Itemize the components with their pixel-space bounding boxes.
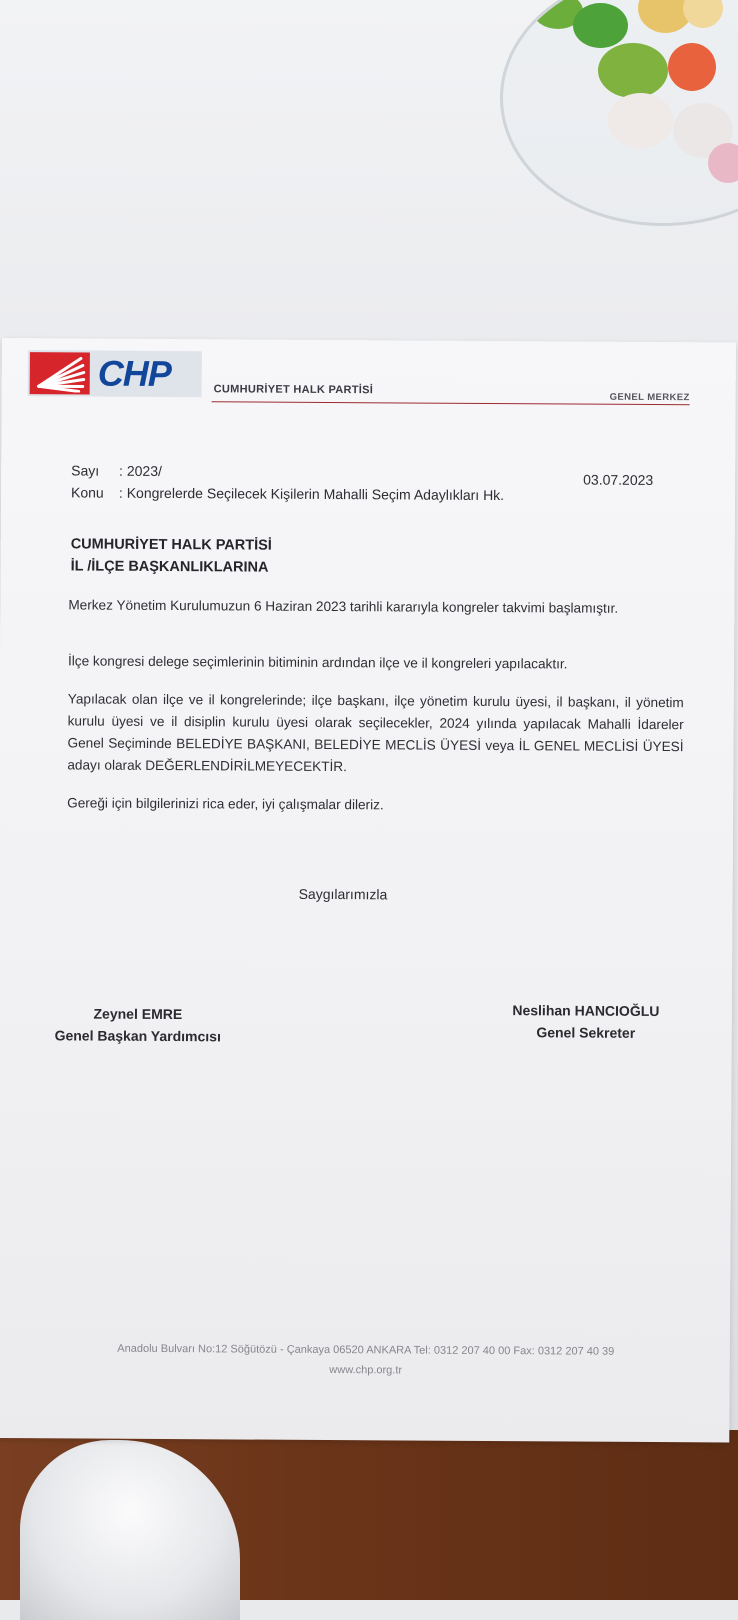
signatory-name-right: Neslihan HANCIOĞLU <box>496 999 676 1022</box>
body-paragraph-3: Yapılacak olan ilçe ve il kongrelerinde; ilçe başkanı, ilçe yönetim kurulu üyesi, il başkanı, il yönetim kurulu üyesi ve il disiplin kurulu üyesi olarak seçilecekler, 2024 yılında yapılacak Mahalli İdareler Genel Seçiminde BELEDİYE BAŞKANI, BELEDİYE MECLİS ÜYESİ veya İL GENEL MECLİSİ ÜYESİ adayı olarak DEĞERLENDİRİLMEYECEKTİR. <box>67 688 684 780</box>
letter-sheet <box>0 338 736 1442</box>
recipient-line-2: İL /İLÇE BAŞKANLIKLARINA <box>71 558 269 575</box>
konu-label: Konu <box>71 484 115 500</box>
six-arrows-icon <box>30 352 90 394</box>
letter-footer <box>86 1339 646 1382</box>
konu-row <box>71 484 504 503</box>
letter-date: 03.07.2023 <box>583 472 653 488</box>
logo-wordmark: CHP <box>98 353 171 395</box>
body-paragraph-2: İlçe kongresi delege seçimlerinin bitiminin ardından ilçe ve il kongreleri yapılacaktır. <box>68 650 684 676</box>
footer-website: www.chp.org.tr <box>86 1359 646 1382</box>
konu-value: : Kongrelerde Seçilecek Kişilerin Mahalli Seçim Adaylıkları Hk. <box>119 485 504 503</box>
closing-salutation: Saygılarımızla <box>299 886 388 903</box>
letterhead-party-name: CUMHURİYET HALK PARTİSİ <box>214 383 374 396</box>
signatory-name-left: Zeynel EMRE <box>48 1002 228 1025</box>
sayi-value: : 2023/ <box>119 463 162 479</box>
signature-left <box>48 1002 228 1047</box>
recipient-line-1: CUMHURİYET HALK PARTİSİ <box>71 536 272 553</box>
sayi-label: Sayı <box>71 462 115 478</box>
body-paragraph-4: Gereği için bilgilerinizi rica eder, iyi çalışmalar dileriz. <box>67 792 683 818</box>
letterhead-office: GENEL MERKEZ <box>610 392 690 403</box>
signatory-title-left: Genel Başkan Yardımcısı <box>48 1024 228 1047</box>
footer-address: Anadolu Bulvarı No:12 Söğütözü - Çankaya 06520 ANKARA Tel: 0312 207 40 00 Fax: 0312 207 40 39 <box>86 1339 646 1362</box>
signature-right <box>496 999 676 1044</box>
sayi-row <box>71 462 162 479</box>
chp-logo <box>28 350 202 397</box>
signatory-title-right: Genel Sekreter <box>496 1021 676 1044</box>
body-paragraph-1: Merkez Yönetim Kurulumuzun 6 Haziran 2023 tarihli kararıyla kongreler takvimi başlamıştır. <box>68 594 684 620</box>
